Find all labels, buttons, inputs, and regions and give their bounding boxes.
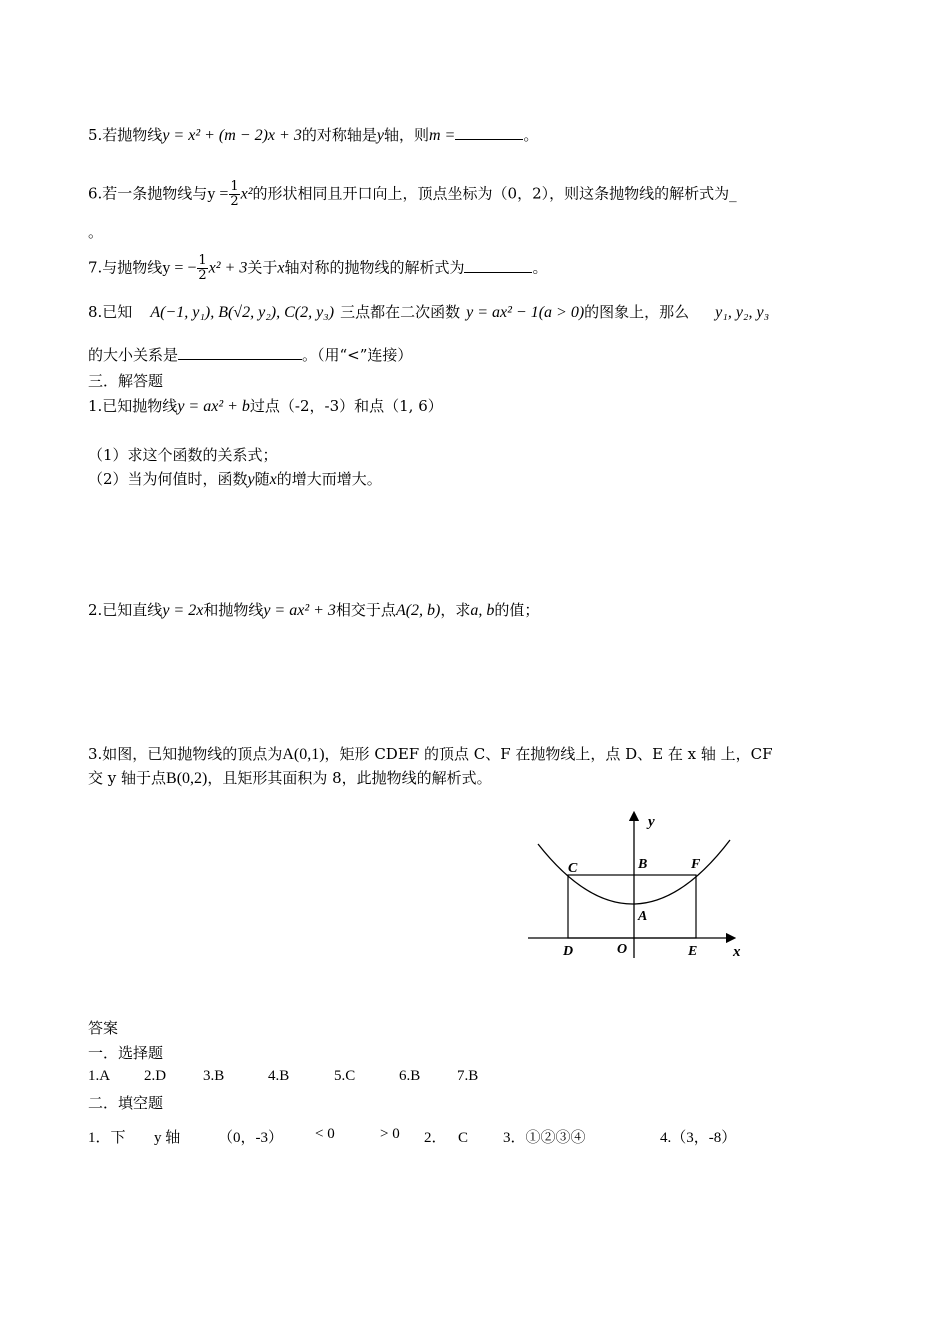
fill-answer: C: [458, 1130, 469, 1146]
q8-answer-blank: [178, 359, 302, 360]
choice-answer: 2.D: [144, 1068, 167, 1084]
q7-y: y = −: [162, 259, 197, 277]
rectangle-cdef: [568, 875, 696, 938]
q7-num: 1: [198, 253, 207, 268]
parabola-rectangle-figure: [528, 810, 748, 960]
p2-text-4: ，求: [440, 601, 471, 619]
p2-line-formula: y = 2x: [162, 602, 204, 619]
p1-y: y: [247, 471, 255, 488]
p1-text-4: 随: [254, 470, 270, 488]
fill-answer: 3．①②③④: [503, 1130, 586, 1146]
label-o: O: [617, 942, 628, 957]
label-x: x: [733, 944, 741, 960]
fill-answer: 1．下: [88, 1130, 126, 1146]
section-3-title: 三．解答题: [88, 372, 164, 390]
label-a: A: [638, 909, 648, 924]
q5-end: 。: [523, 126, 539, 144]
q7-text: 7.与抛物线: [88, 258, 163, 277]
choice-answer: 7.B: [457, 1068, 479, 1084]
question-6-cont: [88, 222, 103, 242]
choice-answer: 1.A: [88, 1068, 111, 1084]
q8-text-4: 的大小关系是: [88, 346, 179, 364]
q7-text-2: 关于: [247, 258, 278, 277]
q7-x: x: [277, 259, 285, 277]
question-8: [88, 302, 769, 323]
fill-answer: > 0: [380, 1126, 400, 1142]
q6-den: 2: [230, 194, 239, 209]
q6-num: 1: [230, 179, 239, 194]
fill-answer: y 轴: [154, 1130, 181, 1146]
q5-text-3: 轴，则: [383, 126, 429, 144]
p1-text-2: 过点（-2，-3）和点（1, 6）: [249, 397, 443, 415]
p3-text-4: ，且矩形其面积为 8，此抛物线的解析式。: [207, 769, 492, 787]
q6-x2: x²: [240, 185, 253, 203]
q8-points: A(−1, y₁), B(√2, y₂), C(2, y₃): [150, 304, 335, 321]
q5-m: m =: [428, 127, 456, 144]
q8-function: y = ax² − 1(a > 0): [466, 304, 585, 321]
q5-formula: y = x² + (m − 2)x + 3: [162, 127, 302, 144]
label-d: D: [563, 944, 574, 959]
p2-parabola-formula: y = ax² + 3: [263, 602, 336, 619]
choice-answer: 5.C: [334, 1068, 356, 1084]
q8-end: 。（用“<”连接）: [302, 346, 413, 364]
q5-text: 5.若抛物线: [88, 126, 163, 144]
q8-text: 8.已知: [88, 303, 133, 321]
question-6: [88, 180, 737, 209]
answers-section-2: 二．填空题: [88, 1094, 164, 1112]
q7-x2: x² + 3: [208, 259, 248, 277]
label-b: B: [638, 857, 648, 872]
q7-text-3: 轴对称的抛物线的解析式为: [284, 258, 465, 277]
q7-end: 。: [532, 258, 548, 277]
p2-end: 的值；: [494, 601, 540, 619]
p2-text: 2.已知直线: [88, 601, 163, 619]
p3-text-2: ，矩形 CDEF 的顶点 C、F 在抛物线上，点 D、E 在 x 轴 上，CF: [324, 745, 773, 763]
q6-text-2: 的形状相同且开口向上，顶点坐标为（0，2），则这条抛物线的解析式为_: [252, 184, 737, 203]
q7-answer-blank: [464, 272, 532, 273]
question-5: [88, 125, 538, 146]
p2-text-2: 和抛物线: [203, 601, 264, 619]
problem-3-cont: [88, 768, 492, 789]
p3-text: 3.如图，已知抛物线的顶点为: [88, 745, 283, 763]
q6-y: y =: [207, 185, 229, 203]
p1-x: x: [269, 471, 277, 488]
label-c: C: [568, 861, 578, 876]
p1-text-3: （2）当为何值时，函数: [88, 470, 248, 488]
label-f: F: [691, 857, 701, 872]
choice-answer: 4.B: [268, 1068, 290, 1084]
q6-text: 6.若一条抛物线与: [88, 184, 208, 203]
fill-answer: 4.（3，-8）: [660, 1130, 737, 1146]
fill-answer: （0，-3）: [218, 1130, 283, 1146]
p1-formula: y = ax² + b: [177, 398, 250, 415]
label-e: E: [688, 944, 698, 959]
q7-fraction: [197, 254, 207, 283]
fill-answer: < 0: [315, 1126, 335, 1142]
q5-answer-blank: [455, 139, 523, 140]
fill-answer: 2．: [424, 1130, 447, 1146]
q8-text-2: 三点都在二次函数: [340, 303, 461, 321]
p3-vertex: A(0,1): [282, 746, 325, 763]
choice-answer: 6.B: [399, 1068, 421, 1084]
problem-1: [88, 396, 443, 417]
p2-ab: a, b: [470, 602, 495, 619]
question-8-cont: [88, 345, 412, 365]
p1-text-5: 的增大而增大。: [276, 470, 382, 488]
q7-den: 2: [198, 268, 207, 283]
p3-point-b: B(0,2): [166, 770, 208, 787]
label-y: y: [648, 814, 655, 830]
problem-1-part-2: [88, 469, 382, 490]
answers-title: 答案: [88, 1019, 119, 1037]
answers-section-1: 一．选择题: [88, 1044, 164, 1062]
question-7: [88, 254, 548, 283]
q8-text-3: 的图象上，那么: [584, 303, 690, 321]
q6-fraction: [229, 180, 239, 209]
problem-3: [88, 744, 773, 765]
choice-answer: 3.B: [203, 1068, 225, 1084]
q5-text-2: 的对称轴是: [301, 126, 377, 144]
q5-y: y: [376, 127, 384, 144]
p1-text: 1.已知抛物线: [88, 397, 178, 415]
problem-1-part-1: （1）求这个函数的关系式；: [88, 446, 278, 464]
q6-end: 。: [88, 223, 104, 241]
q8-ys: y₁, y₂, y₃: [715, 304, 770, 321]
p2-text-3: 相交于点: [335, 601, 396, 619]
p2-point: A(2, b): [395, 602, 441, 619]
p3-text-3: 交 y 轴于点: [88, 769, 167, 787]
problem-2: [88, 600, 539, 621]
